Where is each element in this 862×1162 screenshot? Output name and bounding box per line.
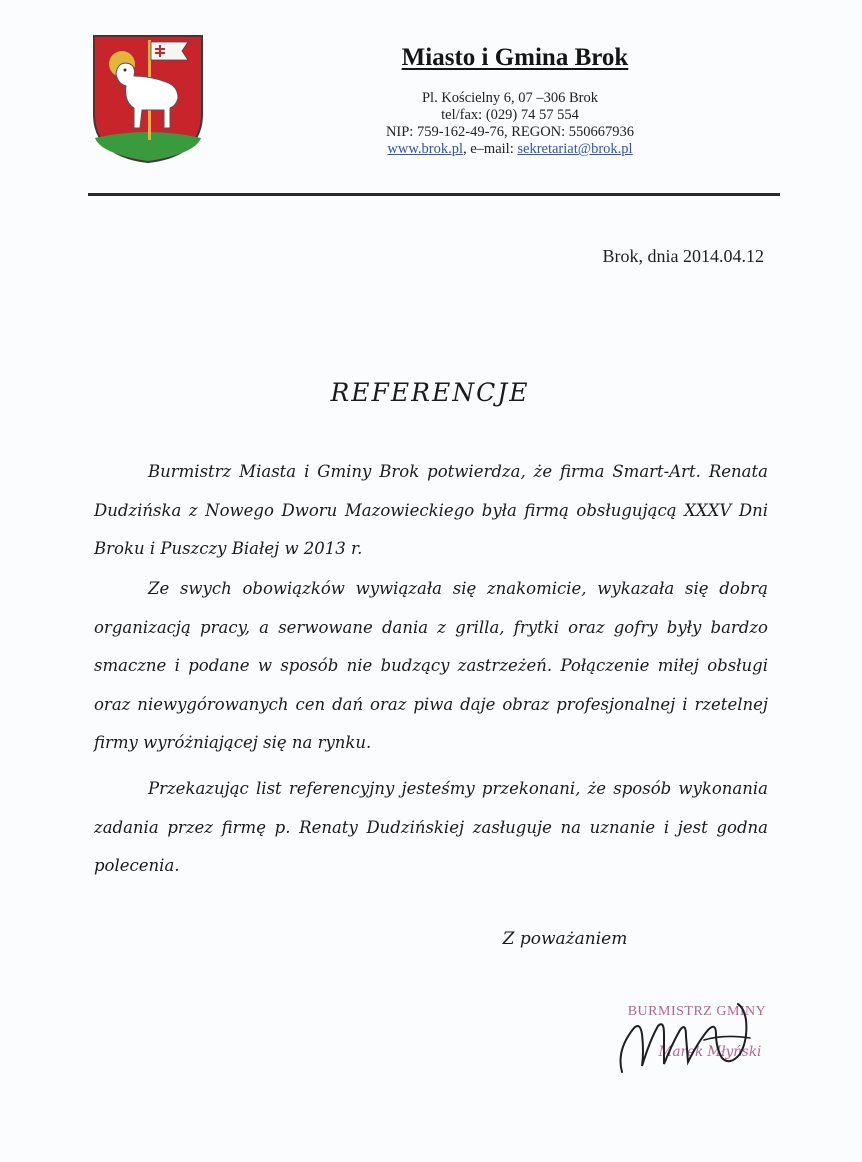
closing-salutation: Z poważaniem (502, 929, 628, 949)
tax-ids-line: NIP: 759-162-49-76, REGON: 550667936 (385, 124, 635, 140)
email-link[interactable]: sekretariat@brok.pl (517, 141, 633, 157)
paragraph-1: Burmistrz Miasta i Gminy Brok potwierdza, że firma Smart-Art. Renata Dudzińska z Nowego Dworu Mazowieckiego była firmą obsługującą XXXV Dni Broku i Puszczy Białej w 2013 r. (94, 462, 768, 558)
email-prefix: , e–mail: (463, 141, 518, 157)
phone-line: tel/fax: (029) 74 57 554 (441, 107, 579, 123)
official-stamp (612, 1000, 782, 1090)
organization-title: Miasto i Gmina Brok (401, 44, 629, 71)
date-line: Brok, dnia 2014.04.12 (602, 246, 764, 266)
coat-of-arms-lamb-icon (92, 34, 204, 164)
header-divider (88, 193, 780, 196)
address-line: Pl. Kościelny 6, 07 –306 Brok (421, 90, 598, 106)
paragraph-3: Przekazując list referencyjny jesteśmy przekonani, że sposób wykonania zadania przez firmę p. Renaty Dudzińskiej zasługuje na uznanie i jest godna polecenia. (94, 779, 768, 875)
document-title: REFERENCJE (330, 378, 530, 407)
contact-line (340, 141, 680, 158)
stamp-office: BURMISTRZ GMINY (627, 1004, 767, 1019)
website-link[interactable]: www.brok.pl (387, 141, 463, 157)
stamp-name: Marek Młyński (658, 1044, 762, 1060)
handwritten-signature-icon (612, 1000, 782, 1090)
paragraph-2: Ze swych obowiązków wywiązała się znakomicie, wykazała się dobrą organizacją pracy, a serwowane dania z grilla, frytki oraz gofry były bardzo smaczne i podane w sposób nie budzący zastrzeżeń. Połączenie miłej obsługi oraz niewygórowanych cen dań oraz piwa daje obraz profesjonalnej i rzetelnej firmy wyróżniającej się na rynku. (94, 579, 768, 752)
